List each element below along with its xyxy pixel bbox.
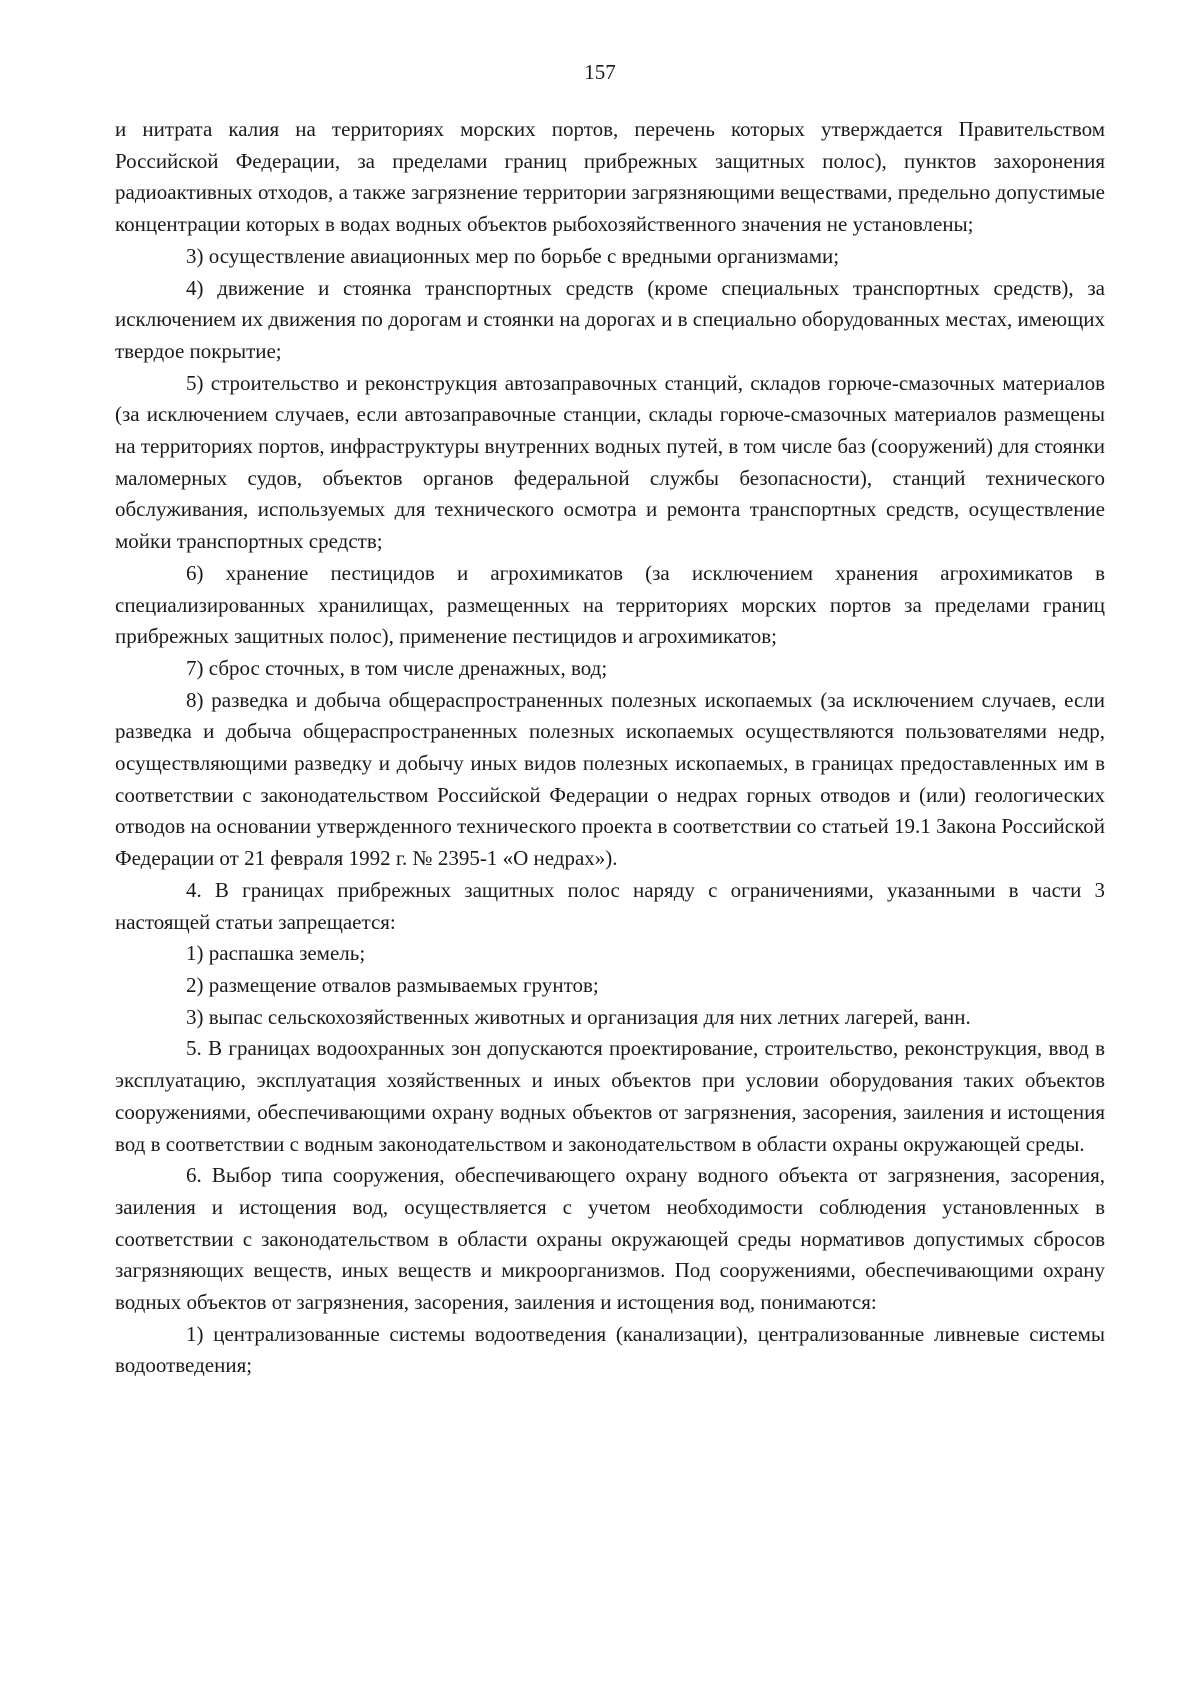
- paragraph-continuation: и нитрата калия на территориях морских портов, перечень которых утверждается Правительством Российской Федерации, за пределами границ прибрежных защитных полос), пунктов захоронения радиоактивных отходов, а также загрязнение территории загрязняющими веществами, предельно допустимые концентрации которых в водах водных объектов рыбохозяйственного значения не установлены;: [115, 117, 1105, 237]
- paragraph-part-6: 6. Выбор типа сооружения, обеспечивающего охрану водного объекта от загрязнения, засорения, заиления и истощения вод, осуществляется с учетом необходимости соблюдения установленных в соответствии с законодательством в области охраны окружающей среды нормативов допустимых сбросов загрязняющих веществ, иных веществ и микроорганизмов. Под сооружениями, обеспечивающими охрану водных объектов от загрязнения, засорения, заиления и истощения вод, понимаются:: [115, 1163, 1105, 1315]
- paragraph-part-4: 4. В границах прибрежных защитных полос наряду с ограничениями, указанными в части 3 настоящей статьи запрещается:: [115, 877, 1105, 934]
- paragraph-item-6: 6) хранение пестицидов и агрохимикатов (за исключением хранения агрохимикатов в специализированных хранилищах, размещенных на территориях морских портов за пределами границ прибрежных защитных полос), применение пестицидов и агрохимикатов;: [115, 560, 1105, 649]
- paragraph-part-4-item-1: 1) распашка земель;: [186, 941, 366, 966]
- paragraph-item-7: 7) сброс сточных, в том числе дренажных, вод;: [186, 655, 608, 680]
- paragraph-part-4-item-3: 3) выпас сельскохозяйственных животных и организация для них летних лагерей, ванн.: [186, 1004, 971, 1029]
- page-number: 157: [584, 60, 616, 84]
- paragraph-part-4-item-2: 2) размещение отвалов размываемых грунтов;: [186, 972, 599, 997]
- document-body: [115, 114, 1105, 1382]
- paragraph-item-8: 8) разведка и добыча общераспространенных полезных ископаемых (за исключением случаев, если разведка и добыча общераспространенных полезных ископаемых осуществляются пользователями недр, осуществляющими разведку и добычу иных видов полезных ископаемых, в границах предоставленных им в соответствии с законодательством Российской Федерации о недрах горных отводов и (или) геологических отводов на основании утвержденного технического проекта в соответствии со статьей 19.1 Закона Российской Федерации от 21 февраля 1992 г. № 2395-1 «О недрах»).: [115, 687, 1105, 871]
- paragraph-item-5: 5) строительство и реконструкция автозаправочных станций, складов горюче-смазочных материалов (за исключением случаев, если автозаправочные станции, склады горюче-смазочных материалов размещены на территориях портов, инфраструктуры внутренних водных путей, в том числе баз (сооружений) для стоянки маломерных судов, объектов органов федеральной службы безопасности), станций технического обслуживания, используемых для технического осмотра и ремонта транспортных средств, осуществление мойки транспортных средств;: [115, 370, 1105, 554]
- paragraph-item-4: 4) движение и стоянка транспортных средств (кроме специальных транспортных средств), за исключением их движения по дорогам и стоянки на дорогах и в специально оборудованных местах, имеющих твердое покрытие;: [115, 275, 1105, 363]
- paragraph-part-6-item-1: 1) централизованные системы водоотведения (канализации), централизованные ливневые системы водоотведения;: [115, 1321, 1105, 1378]
- paragraph-part-5: 5. В границах водоохранных зон допускаются проектирование, строительство, реконструкция, ввод в эксплуатацию, эксплуатация хозяйственных и иных объектов при условии оборудования таких объектов сооружениями, обеспечивающими охрану водных объектов от загрязнения, засорения, заиления и истощения вод в соответствии с водным законодательством и законодательством в области охраны окружающей среды.: [115, 1036, 1105, 1156]
- paragraph-item-3: 3) осуществление авиационных мер по борьбе с вредными организмами;: [186, 243, 840, 268]
